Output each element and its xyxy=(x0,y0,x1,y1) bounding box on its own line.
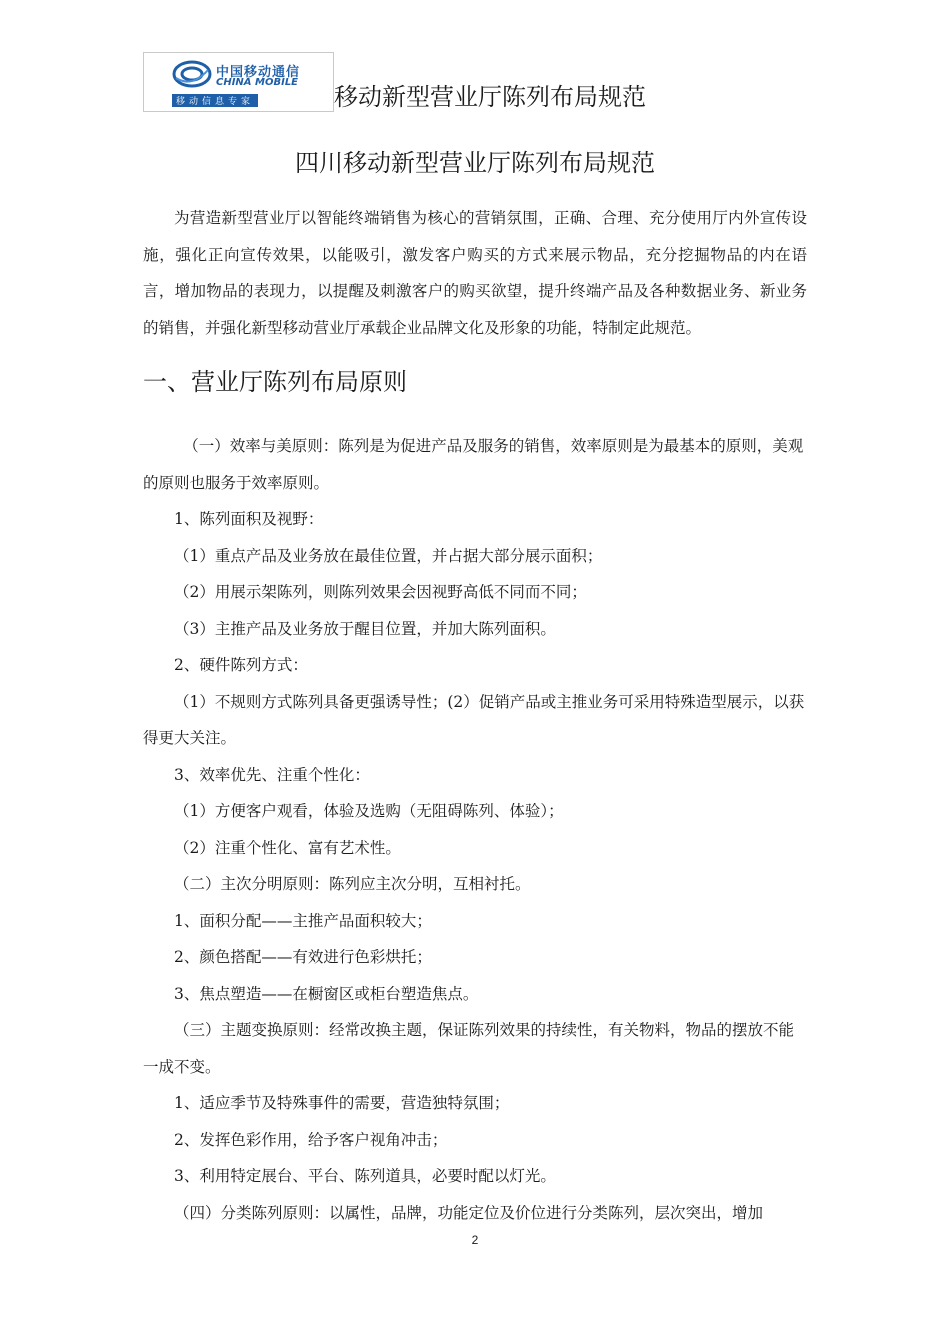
list-item: 3、焦点塑造——在橱窗区或柜台塑造焦点。 xyxy=(174,984,479,1003)
logo-chinese-text: 中国移动通信 xyxy=(216,65,301,80)
principle-1-heading: （一）效率与美原则：陈列是为促进产品及服务的销售，效率原则是为最基本的原则，美观的原则也服务于效率原则。 xyxy=(143,437,804,492)
list-item: 1、适应季节及特殊事件的需要，营造独特氛围； xyxy=(174,1094,510,1112)
list-item: 2、颜色搭配——有效进行色彩烘托； xyxy=(174,948,432,966)
list-item: 3、利用特定展台、平台、陈列道具，必要时配以灯光。 xyxy=(174,1167,556,1185)
logo-english-text: CHINA MOBILE xyxy=(216,77,299,88)
section-heading: 一、营业厅陈列布局原则 xyxy=(143,368,407,396)
list-item: 3、效率优先、注重个性化： xyxy=(174,765,370,784)
list-item: 2、发挥色彩作用，给予客户视角冲击； xyxy=(174,1130,448,1149)
list-item: （2）注重个性化、富有艺术性。 xyxy=(174,838,401,857)
list-item: （2）用展示架陈列，则陈列效果会因视野高低不同而不同； xyxy=(174,583,587,601)
document-body xyxy=(143,428,807,1231)
list-item: （1）不规则方式陈列具备更强诱导性；(2）促销产品或主推业务可采用特殊造型展示，以获得更大关注。 xyxy=(143,692,805,747)
principle-3-heading: （三）主题变换原则：经常改换主题，保证陈列效果的持续性，有关物料，物品的摆放不能一成不变。 xyxy=(143,1021,795,1076)
list-item: 1、陈列面积及视野： xyxy=(174,510,324,528)
list-item: 1、面积分配——主推产品面积较大； xyxy=(174,911,432,930)
principle-4-heading: （四）分类陈列原则：以属性，品牌，功能定位及价位进行分类陈列，层次突出，增加 xyxy=(174,1203,764,1222)
china-mobile-logo-icon xyxy=(172,58,212,90)
page-number: 2 xyxy=(471,1233,479,1247)
china-mobile-logo xyxy=(143,52,334,112)
document-title: 四川移动新型营业厅陈列布局规范 xyxy=(295,149,655,177)
intro-paragraph: 为营造新型营业厅以智能终端销售为核心的营销氛围，正确、合理、充分使用厅内外宣传设施，强化正向宣传效果，以能吸引，激发客户购买的方式来展示物品，充分挖掘物品的内在语言，增加物品的表现力，以提醒及刺激客户的购买欲望，提升终端产品及各种数据业务、新业务的销售，并强化新型移动营业厅承载企业品牌文化及形象的功能，特制定此规范。 xyxy=(143,209,807,337)
list-item: （3）主推产品及业务放于醒目位置，并加大陈列面积。 xyxy=(174,619,556,638)
running-header-title: 移动新型营业厅陈列布局规范 xyxy=(334,83,646,111)
principle-2-heading: （二）主次分明原则：陈列应主次分明，互相衬托。 xyxy=(174,875,531,893)
list-item: （1）方便客户观看，体验及选购（无阻碍陈列、体验）； xyxy=(174,802,564,820)
list-item: 2、硬件陈列方式： xyxy=(174,656,308,674)
logo-slogan: 移动信息专家 xyxy=(172,94,258,107)
list-item: （1）重点产品及业务放在最佳位置，并占据大部分展示面积； xyxy=(174,546,603,565)
